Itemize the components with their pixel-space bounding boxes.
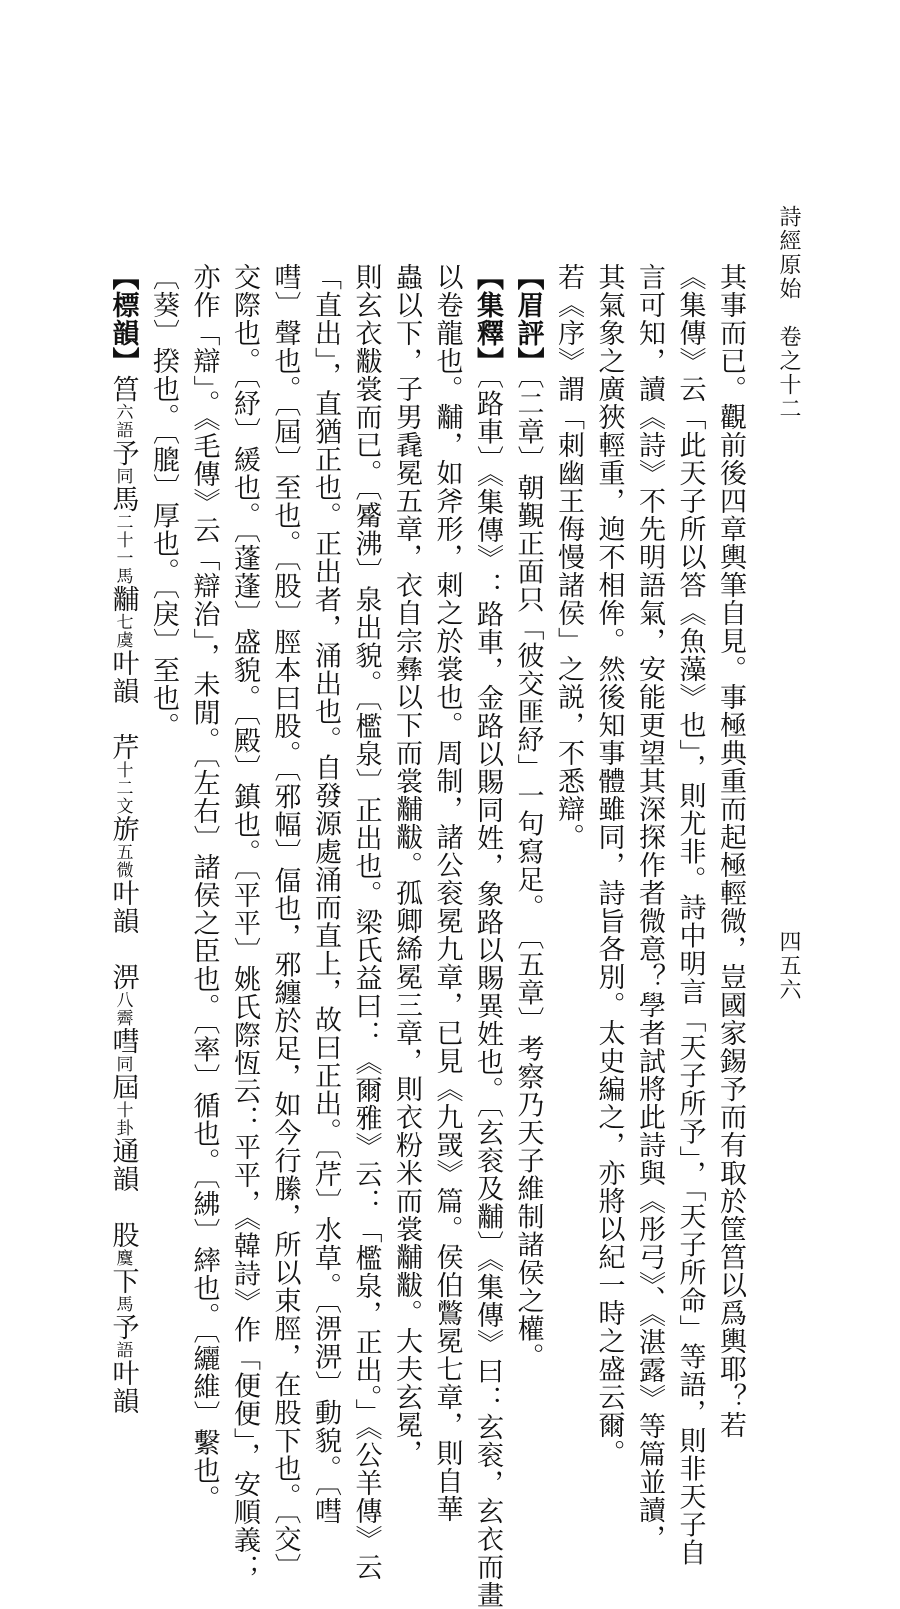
running-title: 詩經原始 卷之十二: [776, 205, 801, 421]
text-segment: 予: [107, 439, 139, 467]
text-segment: 叶韻 淠: [107, 879, 139, 991]
rhyme-note: 語: [112, 1341, 133, 1359]
text-segment: 黼: [107, 585, 139, 613]
section-tag: 【 集釋 】: [472, 263, 503, 375]
text-segment: 其事而已。觀前後四章輿筆自見。事極典重而起極輕微，豈國家錫予而有取於筐筥以爲輿耶？若: [715, 263, 746, 1439]
text-column: [102, 263, 143, 1415]
text-segment: 旂: [107, 815, 139, 843]
text-column: [548, 263, 589, 1203]
text-segment: 嘒: [107, 1027, 139, 1055]
text-segment: 嘒〕聲也。〔屆〕至也。〔股〕脛本曰股。〔邪幅〕偪也，邪纏於足，如今行縢，所以束脛，在股下也。〔交〕: [269, 263, 301, 1581]
text-column: [183, 263, 224, 1513]
rhyme-note: 馬: [112, 1295, 133, 1313]
rhyme-note: 同: [112, 1055, 133, 1073]
text-segment: 叶韻 芹: [107, 649, 139, 761]
rhyme-note: 麌: [112, 1249, 133, 1267]
text-segment: 蟲以下，子男毳冕五章，衣自宗彝以下而裳黼黻。孤卿絺冕三章，則衣粉米而裳黼黻。大夫玄冕，: [391, 263, 422, 1467]
section-tag: 【 標韻 】: [108, 263, 139, 375]
text-segment: 予: [107, 1313, 139, 1341]
section-tag: 【 眉評 】: [513, 263, 544, 375]
text-segment: 言可知，讀《詩》不先明語氣，安能更望其深探作者微意？學者試將此詩與《彤弓》、《湛露》等篇並讀，: [634, 263, 665, 1552]
text-segment: 《集傳》云「此天子所以答《魚藻》也」，則尤非。詩中明言「天子所予」，「天子所命」等語，則非天子自: [674, 263, 706, 1567]
text-column: [264, 263, 305, 1581]
text-column: [143, 263, 184, 1203]
text-segment: 「直出」，直猶正也。正出者，涌出也。自發源處涌而直上，故曰正出。〔芹〕水草。〔淠淠〕動貌。〔嘒: [310, 263, 341, 1525]
text-segment: 通韻 股: [107, 1137, 139, 1249]
text-column: [507, 263, 548, 1371]
text-column: [467, 263, 508, 1609]
text-column: [305, 263, 346, 1525]
text-segment: 叶韻: [107, 1359, 139, 1415]
text-body: [100, 263, 750, 1609]
text-column: [629, 263, 670, 1552]
rhyme-note: 六語: [112, 403, 133, 439]
text-segment: 屆: [107, 1073, 139, 1101]
page-number: 四五六: [776, 930, 801, 1002]
rhyme-note: 五微: [112, 843, 133, 879]
text-segment: 亦作「辯」。《毛傳》云「辯治」，未閒。〔左右〕諸侯之臣也。〔率〕循也。〔紼〕繂也。〔纚維〕繫也。: [188, 263, 220, 1513]
text-segment: 〔路車〕《集傳》：路車，金路以賜同姓，象路以賜異姓也。〔玄衮及黼〕《集傳》曰：玄衮，玄衣而畫: [472, 375, 503, 1609]
text-segment: 〔葵〕揆也。〔膍〕厚也。〔戾〕至也。: [148, 263, 179, 740]
rhyme-note: 十二文: [112, 761, 133, 815]
text-column: [669, 263, 710, 1567]
text-segment: 其氣象之廣狹輕重，逈不相侔。然後知事體雖同，詩旨各別。太史編之，亦將以紀一時之盛云爾。: [593, 263, 625, 1467]
text-column: [224, 263, 265, 1582]
rhyme-note: 二十一馬: [112, 513, 133, 585]
rhyme-note: 十卦: [112, 1101, 133, 1137]
text-segment: 若《序》謂「刺幽王侮慢諸侯」之説，不悉辯。: [553, 263, 584, 851]
text-column: [710, 263, 751, 1439]
text-segment: 則玄衣黻裳而已。〔觱沸〕泉出貌。〔檻泉〕正出也。梁氏益曰：《爾雅》云：「檻泉，正出。」《公羊傳》云: [350, 263, 382, 1581]
text-segment: 〔二章〕朝覲正面只「彼交匪紓」一句寫足。 〔五章〕考察乃天子維制諸侯之權。: [512, 375, 544, 1371]
rhyme-note: 七虞: [112, 613, 133, 649]
text-column: [386, 263, 427, 1467]
text-segment: 以卷龍也。黼，如斧形，刺之於裳也。周制，諸公衮冕九章，已見《九罭》篇。侯伯鷩冕七章，則自華: [431, 263, 463, 1523]
rhyme-note: 同: [112, 467, 133, 485]
text-column: [426, 263, 467, 1523]
text-segment: 筥: [107, 375, 139, 403]
text-column: [588, 263, 629, 1467]
text-segment: 馬: [107, 485, 139, 513]
text-column: [345, 263, 386, 1581]
text-segment: 交際也。〔紓〕緩也。〔蓬蓬〕盛貌。〔殿〕鎮也。〔平平〕姚氏際恆云：平平，《韓詩》作「便便」，安順義；: [229, 263, 260, 1582]
rhyme-note: 八霽: [112, 991, 133, 1027]
text-segment: 下: [107, 1267, 139, 1295]
